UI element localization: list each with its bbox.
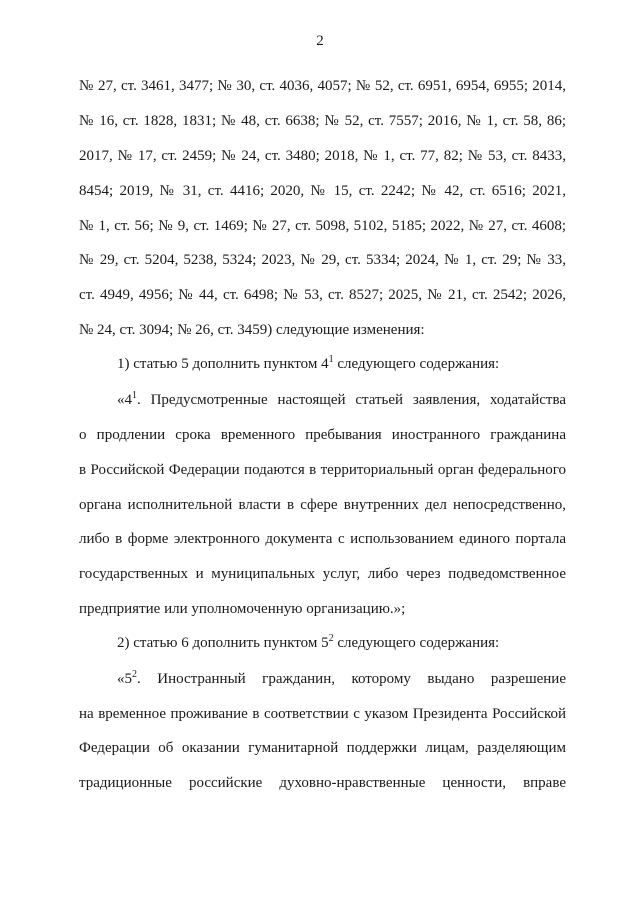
quote-2-superscript: 2 [132, 669, 137, 680]
page-number: 2 [316, 33, 324, 49]
amendment-item-1 [117, 354, 566, 374]
text-line: Федерации об оказании гуманитарной поддержки лицам, разделяющим [79, 740, 566, 756]
text-line: на временное проживание в соответствии с указом Президента Российской [79, 706, 566, 722]
text-line: предприятие или уполномоченную организацию.»; [79, 601, 406, 617]
text-line: ст. 4949, 4956; № 44, ст. 6498; № 53, ст. 8527; 2025, № 21, ст. 2542; 2026, [79, 287, 566, 303]
quote-1-marker: «4 [117, 392, 132, 408]
quote-1-first-text: . Предусмотренные настоящей статьей заявления, ходатайства [137, 392, 566, 408]
text-line: о продлении срока временного пребывания иностранного гражданина [79, 427, 566, 443]
quote-2-first-line [117, 669, 566, 689]
quote-2-marker: «5 [117, 671, 132, 687]
item-2-text-end: следующего содержания: [333, 635, 500, 651]
text-line: № 24, ст. 3094; № 26, ст. 3459) следующие изменения: [79, 322, 425, 338]
amendment-item-2 [117, 633, 566, 653]
quote-1-first-line [117, 390, 566, 410]
text-line: государственных и муниципальных услуг, либо через подведомственное [79, 566, 566, 582]
item-1-text-end: следующего содержания: [333, 356, 500, 372]
text-line: в Российской Федерации подаются в территориальный орган федерального [79, 462, 566, 478]
quote-2-first-text: . Иностранный гражданин, которому выдано разрешение [137, 671, 566, 687]
quote-1-superscript: 1 [132, 390, 137, 401]
text-line: № 1, ст. 56; № 9, ст. 1469; № 27, ст. 5098, 5102, 5185; 2022, № 27, ст. 4608; [79, 218, 566, 234]
text-line: 2017, № 17, ст. 2459; № 24, ст. 3480; 2018, № 1, ст. 77, 82; № 53, ст. 8433, [79, 148, 566, 164]
text-line: либо в форме электронного документа с использованием единого портала [79, 531, 566, 547]
text-line: традиционные российские духовно-нравственные ценности, вправе [79, 775, 566, 791]
text-line: 8454; 2019, № 31, ст. 4416; 2020, № 15, ст. 2242; № 42, ст. 6516; 2021, [79, 183, 566, 199]
item-2-superscript: 2 [328, 633, 334, 644]
text-line: органа исполнительной власти в сфере внутренних дел непосредственно, [79, 497, 566, 513]
text-line: № 27, ст. 3461, 3477; № 30, ст. 4036, 4057; № 52, ст. 6951, 6954, 6955; 2014, [79, 78, 566, 94]
text-line: № 16, ст. 1828, 1831; № 48, ст. 6638; № 52, ст. 7557; 2016, № 1, ст. 58, 86; [79, 113, 566, 129]
item-1-superscript: 1 [328, 354, 334, 365]
item-2-text: 2) статью 6 дополнить пунктом 5 [117, 635, 329, 651]
text-line: № 29, ст. 5204, 5238, 5324; 2023, № 29, ст. 5334; 2024, № 1, ст. 29; № 33, [79, 252, 566, 268]
item-1-text: 1) статью 5 дополнить пунктом 4 [117, 356, 329, 372]
